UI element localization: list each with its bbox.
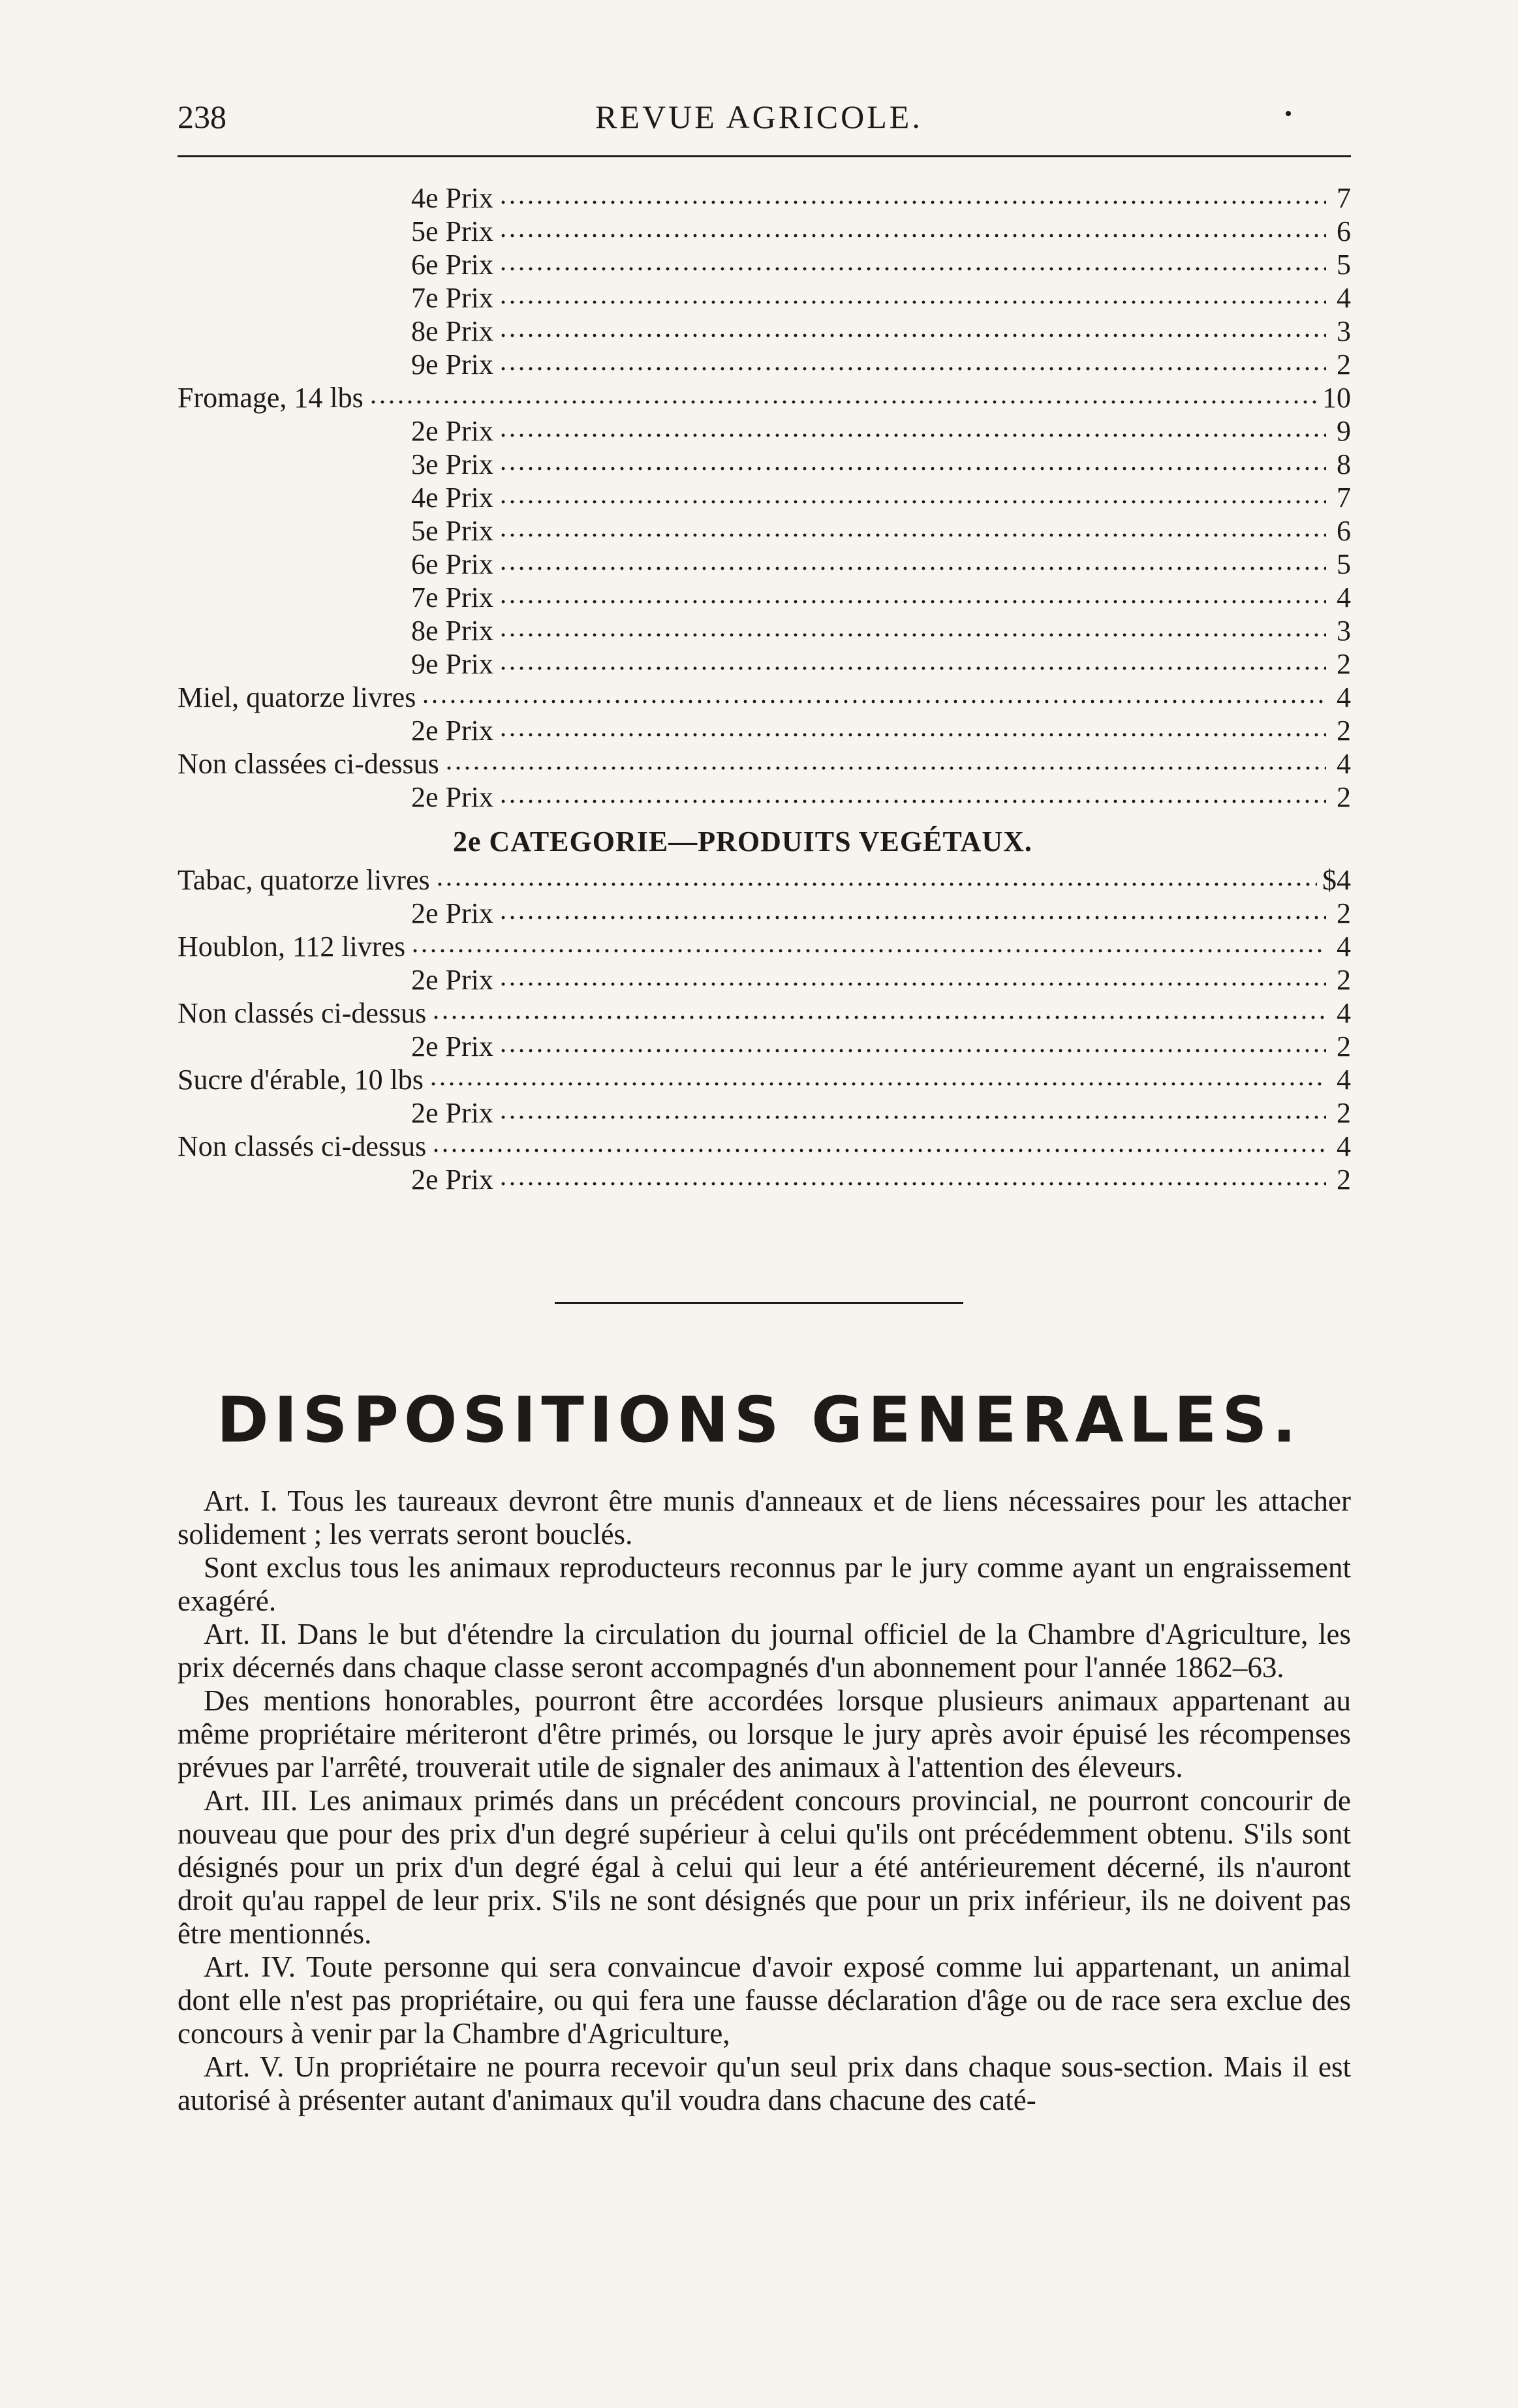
dot-leader xyxy=(499,499,1326,505)
prize-row xyxy=(178,614,1351,647)
dot-leader xyxy=(499,232,1326,239)
article-paragraph: Art. II. Dans le but d'étendre la circulation du journal officiel de la Chambre d'Agriculture, les prix décernés dans chaque classe seront accompagnés d'un abonnement pour l'année 1862–63. xyxy=(178,1618,1351,1684)
prize-row xyxy=(178,215,1351,248)
prize-amount: 4 xyxy=(1337,282,1351,314)
prize-row xyxy=(178,863,1351,897)
prize-label: Miel, quatorze livres xyxy=(178,681,416,713)
prize-amount: 5 xyxy=(1337,249,1351,281)
prize-list xyxy=(178,181,1351,1196)
prize-label: Houblon, 112 livres xyxy=(178,931,406,963)
prize-label: 9e Prix xyxy=(411,348,493,380)
prize-label: 4e Prix xyxy=(411,482,493,514)
header-rule xyxy=(178,155,1351,157)
prize-rows-top xyxy=(178,181,1351,814)
dot-leader xyxy=(499,465,1326,472)
prize-label: 2e Prix xyxy=(411,415,493,447)
prize-row xyxy=(178,681,1351,714)
prize-label: 4e Prix xyxy=(411,182,493,214)
article-paragraph: Art. IV. Toute personne qui sera convaincue d'avoir exposé comme lui appartenant, un animal dont elle n'est pas propriétaire, ou qui fera une fausse déclaration d'âge ou de race sera exclue des concours à venir par la Chambre d'Agriculture, xyxy=(178,1951,1351,2050)
dot-leader xyxy=(499,266,1326,272)
article-paragraph: Sont exclus tous les animaux reproducteurs reconnus par le jury comme ayant un engraissement exagéré. xyxy=(178,1551,1351,1617)
prize-label: 2e Prix xyxy=(411,964,493,996)
prize-amount: $4 xyxy=(1322,864,1351,896)
page-header xyxy=(0,98,1518,144)
prize-row xyxy=(178,1063,1351,1096)
prize-label: 8e Prix xyxy=(411,315,493,347)
prize-row xyxy=(178,315,1351,348)
prize-rows-bottom xyxy=(178,863,1351,1196)
dot-leader xyxy=(499,1047,1326,1054)
prize-amount: 2 xyxy=(1337,897,1351,929)
prize-row xyxy=(178,548,1351,581)
prize-amount: 6 xyxy=(1337,215,1351,247)
prize-label: 6e Prix xyxy=(411,249,493,281)
prize-row xyxy=(178,747,1351,780)
prize-label: Tabac, quatorze livres xyxy=(178,864,430,896)
article-paragraph: Art. III. Les animaux primés dans un précédent concours provincial, ne pourront concourir de nouveau que pour des prix d'un degré supérieur à celui qu'ils ont précédemment obtenu. S'ils sont désignés pour un prix d'un degré égal à celui qui leur a été antérieurement décerné, ils n'auront droit qu'au rappel de leur prix. S'ils ne sont désignés que pour un prix inférieur, ils ne doivent pas être mentionnés. xyxy=(178,1784,1351,1950)
prize-row xyxy=(178,514,1351,548)
prize-label: 2e Prix xyxy=(411,715,493,747)
prize-amount: 4 xyxy=(1337,931,1351,963)
prize-label: Non classées ci-dessus xyxy=(178,748,439,780)
prize-label: 2e Prix xyxy=(411,1097,493,1129)
prize-amount: 8 xyxy=(1337,448,1351,480)
article-paragraph: Art. V. Un propriétaire ne pourra recevoir qu'un seul prix dans chaque sous-section. Mais il est autorisé à présenter autant d'animaux qu'il voudra dans chacune des caté- xyxy=(178,2050,1351,2116)
prize-label: 2e Prix xyxy=(411,781,493,813)
prize-amount: 2 xyxy=(1337,648,1351,680)
prize-amount: 2 xyxy=(1337,781,1351,813)
prize-amount: 5 xyxy=(1337,548,1351,580)
prize-label: 6e Prix xyxy=(411,548,493,580)
prize-label: Fromage, 14 lbs xyxy=(178,382,364,414)
prize-row xyxy=(178,647,1351,681)
prize-label: 2e Prix xyxy=(411,1164,493,1196)
dot-leader xyxy=(431,1014,1326,1021)
prize-label: 8e Prix xyxy=(411,615,493,647)
prize-amount: 7 xyxy=(1337,482,1351,514)
dot-leader xyxy=(499,332,1326,339)
prize-row xyxy=(178,481,1351,514)
dot-leader xyxy=(499,598,1326,605)
prize-row xyxy=(178,996,1351,1030)
prize-row xyxy=(178,381,1351,414)
prize-amount: 2 xyxy=(1337,715,1351,747)
prize-amount: 2 xyxy=(1337,348,1351,380)
header-dot xyxy=(1286,111,1291,116)
dot-leader xyxy=(499,1114,1326,1120)
prize-amount: 3 xyxy=(1337,315,1351,347)
prize-label: 3e Prix xyxy=(411,448,493,480)
prize-amount: 4 xyxy=(1337,1130,1351,1162)
prize-label: 7e Prix xyxy=(411,581,493,613)
dot-leader xyxy=(369,399,1317,405)
prize-row xyxy=(178,281,1351,315)
prize-label: 9e Prix xyxy=(411,648,493,680)
category-heading: 2e CATEGORIE—PRODUITS VEGÉTAUX. xyxy=(453,826,1032,857)
prize-row xyxy=(178,348,1351,381)
dot-leader xyxy=(444,765,1326,771)
dot-leader xyxy=(499,798,1326,805)
dot-leader xyxy=(499,432,1326,439)
article-paragraph: Des mentions honorables, pourront être accordées lorsque plusieurs animaux appartenant au même propriétaire mériteront d'être primés, ou lorsque le jury après avoir épuisé les récompenses prévues par l'arrêté, trouverait utile de signaler des animaux à l'attention des éleveurs. xyxy=(178,1684,1351,1783)
prize-row xyxy=(178,1030,1351,1063)
prize-label: 5e Prix xyxy=(411,515,493,547)
section-divider xyxy=(555,1302,963,1304)
prize-row xyxy=(178,714,1351,747)
prize-amount: 2 xyxy=(1337,1164,1351,1196)
articles-body xyxy=(178,1485,1351,2117)
prize-amount: 4 xyxy=(1337,1064,1351,1096)
prize-amount: 6 xyxy=(1337,515,1351,547)
prize-row xyxy=(178,1096,1351,1130)
prize-amount: 4 xyxy=(1337,681,1351,713)
prize-amount: 4 xyxy=(1337,748,1351,780)
prize-label: Sucre d'érable, 10 lbs xyxy=(178,1064,424,1096)
dot-leader xyxy=(499,532,1326,538)
prize-label: 2e Prix xyxy=(411,897,493,929)
dot-leader xyxy=(431,1147,1326,1154)
dot-leader xyxy=(435,881,1317,888)
prize-row xyxy=(178,963,1351,996)
prize-row xyxy=(178,414,1351,448)
prize-row xyxy=(178,930,1351,963)
prize-row xyxy=(178,897,1351,930)
dot-leader xyxy=(499,732,1326,738)
dot-leader xyxy=(499,632,1326,638)
running-title: REVUE AGRICOLE. xyxy=(595,99,923,135)
prize-amount: 9 xyxy=(1337,415,1351,447)
prize-row xyxy=(178,1163,1351,1196)
prize-label: 2e Prix xyxy=(411,1030,493,1062)
prize-row xyxy=(178,581,1351,614)
dot-leader xyxy=(499,199,1326,206)
dot-leader xyxy=(499,981,1326,987)
prize-label: 5e Prix xyxy=(411,215,493,247)
prize-amount: 2 xyxy=(1337,1030,1351,1062)
dot-leader xyxy=(499,665,1326,671)
prize-amount: 10 xyxy=(1322,382,1351,414)
prize-row xyxy=(178,248,1351,281)
prize-amount: 3 xyxy=(1337,615,1351,647)
article-paragraph: Art. I. Tous les taureaux devront être munis d'anneaux et de liens nécessaires pour les attacher solidement ; les verrats seront bouclés. xyxy=(178,1485,1351,1551)
dot-leader xyxy=(499,299,1326,305)
prize-amount: 7 xyxy=(1337,182,1351,214)
dot-leader xyxy=(410,948,1326,954)
prize-row xyxy=(178,780,1351,814)
prize-row xyxy=(178,181,1351,215)
prize-row xyxy=(178,448,1351,481)
dot-leader xyxy=(499,1181,1326,1187)
dot-leader xyxy=(421,698,1326,705)
dot-leader xyxy=(499,565,1326,572)
prize-label: 7e Prix xyxy=(411,282,493,314)
prize-amount: 4 xyxy=(1337,997,1351,1029)
section-title: DISPOSITIONS GENERALES. xyxy=(217,1383,1301,1457)
page-number: 238 xyxy=(178,99,226,135)
dot-leader xyxy=(499,365,1326,372)
prize-amount: 2 xyxy=(1337,1097,1351,1129)
prize-amount: 4 xyxy=(1337,581,1351,613)
prize-label: Non classés ci-dessus xyxy=(178,1130,427,1162)
dot-leader xyxy=(429,1081,1326,1087)
prize-row xyxy=(178,1130,1351,1163)
prize-amount: 2 xyxy=(1337,964,1351,996)
dot-leader xyxy=(499,914,1326,921)
prize-label: Non classés ci-dessus xyxy=(178,997,427,1029)
